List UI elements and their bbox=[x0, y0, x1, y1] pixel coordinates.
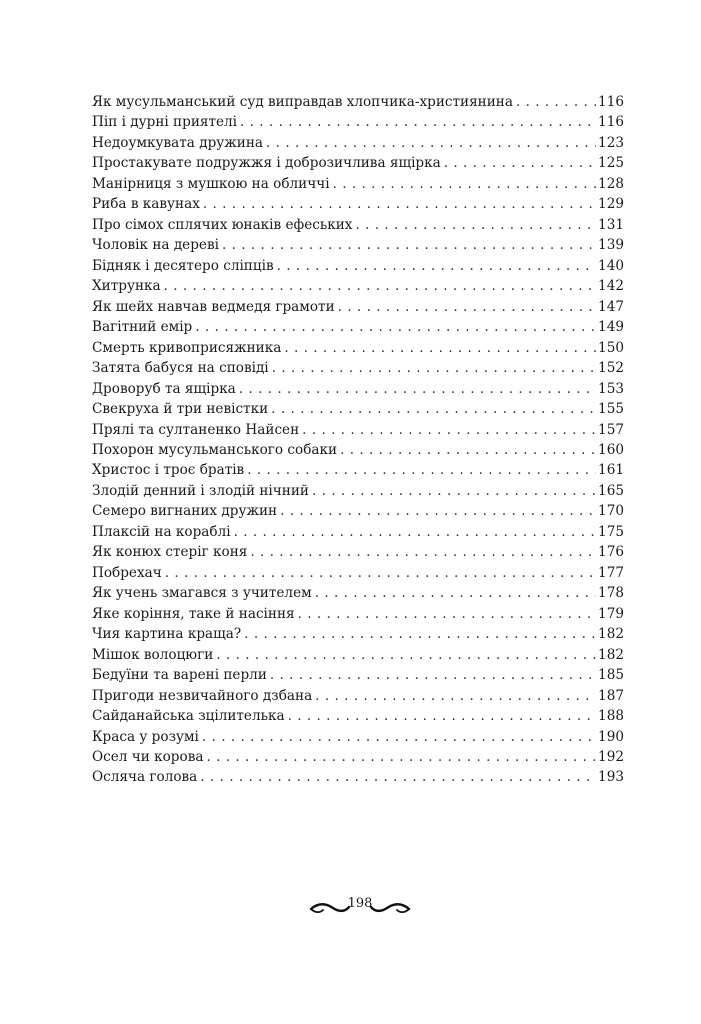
toc-entry-title: Риба в кавунах bbox=[92, 196, 200, 213]
dot-leader bbox=[312, 481, 596, 501]
toc-entry-page: 161 bbox=[598, 462, 624, 479]
toc-entry-title: Краса у розумі bbox=[92, 728, 199, 745]
toc-entry bbox=[92, 665, 624, 685]
toc-entry bbox=[92, 379, 624, 399]
toc-entry-page: 160 bbox=[598, 441, 624, 458]
toc-entry-page: 150 bbox=[598, 339, 624, 356]
toc-entry-title: Дроворуб та ящірка bbox=[92, 380, 236, 397]
dot-leader bbox=[203, 194, 596, 214]
toc-entry-title: Свекруха й три невістки bbox=[92, 401, 269, 418]
toc-entry-page: 153 bbox=[598, 380, 624, 397]
toc-entry-title: Пригоди незвичайного дзбана bbox=[92, 687, 313, 704]
toc-entry-page: 125 bbox=[598, 155, 624, 172]
dot-leader bbox=[315, 686, 596, 706]
dot-leader bbox=[280, 501, 596, 521]
toc-entry-title: Похорон мусульманського собаки bbox=[92, 441, 338, 458]
dot-leader bbox=[302, 420, 596, 440]
toc-entry-page: 155 bbox=[598, 401, 624, 418]
toc-entry bbox=[92, 194, 624, 214]
dot-leader bbox=[288, 706, 596, 726]
dot-leader bbox=[266, 133, 596, 153]
dot-leader bbox=[271, 399, 596, 419]
dot-leader bbox=[200, 767, 596, 787]
dot-leader bbox=[239, 379, 596, 399]
toc-entry bbox=[92, 604, 624, 624]
toc-entry bbox=[92, 153, 624, 173]
toc-entry bbox=[92, 358, 624, 378]
toc-entry bbox=[92, 92, 624, 112]
toc-entry-page: 177 bbox=[598, 564, 624, 581]
toc-entry-page: 185 bbox=[598, 667, 624, 684]
dot-leader bbox=[247, 460, 596, 480]
toc-entry bbox=[92, 501, 624, 521]
toc-entry-title: Яке коріння, таке й насіння bbox=[92, 605, 295, 622]
toc-entry bbox=[92, 706, 624, 726]
toc-entry-title: Плаксій на кораблі bbox=[92, 523, 231, 540]
toc-entry bbox=[92, 276, 624, 296]
dot-leader bbox=[165, 563, 596, 583]
toc-entry bbox=[92, 624, 624, 644]
dot-leader bbox=[202, 727, 596, 747]
dot-leader bbox=[355, 215, 596, 235]
dot-leader bbox=[315, 583, 596, 603]
toc-entry-title: Простакувате подружжя і доброзичлива ящірка bbox=[92, 155, 441, 172]
toc-entry bbox=[92, 563, 624, 583]
toc-entry-title: Піп і дурні приятелі bbox=[92, 114, 237, 131]
page-folio bbox=[309, 892, 411, 922]
toc-entry-page: 129 bbox=[598, 196, 624, 213]
toc-entry-page: 179 bbox=[598, 605, 624, 622]
toc-entry-page: 149 bbox=[598, 319, 624, 336]
toc-entry-title: Чия картина краща? bbox=[92, 626, 242, 643]
toc-entry bbox=[92, 727, 624, 747]
toc-entry-page: 140 bbox=[598, 257, 624, 274]
toc-entry bbox=[92, 317, 624, 337]
toc-entry-page: 123 bbox=[598, 134, 624, 151]
dot-leader bbox=[216, 645, 596, 665]
dot-leader bbox=[250, 542, 596, 562]
dot-leader bbox=[206, 747, 596, 767]
toc-entry-title: Бідняк і десятеро сліпців bbox=[92, 257, 274, 274]
toc-entry-title: Чоловік на дереві bbox=[92, 237, 219, 254]
toc-entry-title: Мішок волоцюги bbox=[92, 646, 214, 663]
dot-leader bbox=[240, 112, 596, 132]
toc-entry bbox=[92, 338, 624, 358]
toc-entry-title: Як учень змагався з учителем bbox=[92, 585, 312, 602]
toc-entry-title: Сайданайська зцілителька bbox=[92, 708, 285, 725]
toc-entry bbox=[92, 542, 624, 562]
toc-entry bbox=[92, 133, 624, 153]
toc-entry-page: 178 bbox=[598, 585, 624, 602]
toc-entry bbox=[92, 767, 624, 787]
toc-entry-page: 116 bbox=[598, 94, 624, 110]
toc-entry-page: 170 bbox=[598, 503, 624, 520]
toc-entry bbox=[92, 215, 624, 235]
toc-entry bbox=[92, 747, 624, 767]
toc-entry-page: 182 bbox=[598, 646, 624, 663]
toc-entry-title: Бедуїни та варені перли bbox=[92, 667, 267, 684]
dot-leader bbox=[272, 358, 596, 378]
dot-leader bbox=[164, 276, 596, 296]
toc-entry-title: Осляча голова bbox=[92, 769, 198, 786]
toc-entry-page: 182 bbox=[598, 626, 624, 643]
toc-entry-page: 128 bbox=[598, 175, 624, 192]
toc-entry-page: 190 bbox=[598, 728, 624, 745]
dot-leader bbox=[244, 624, 596, 644]
dot-leader bbox=[195, 317, 596, 337]
dot-leader bbox=[333, 174, 597, 194]
dot-leader bbox=[284, 338, 596, 358]
toc-entry bbox=[92, 522, 624, 542]
toc-entry bbox=[92, 297, 624, 317]
toc-entry bbox=[92, 112, 624, 132]
toc-entry-title: Хитрунка bbox=[92, 278, 161, 295]
toc-entry-page: 187 bbox=[598, 687, 624, 704]
toc-entry-title: Як конюх стеріг коня bbox=[92, 544, 248, 561]
toc-entry-title: Смерть кривоприсяжника bbox=[92, 339, 282, 356]
toc-entry bbox=[92, 645, 624, 665]
toc-entry-title: Манірниця з мушкою на обличчі bbox=[92, 175, 330, 192]
toc-entry-page: 165 bbox=[598, 482, 624, 499]
toc-entry-page: 193 bbox=[598, 769, 624, 786]
toc-entry-title: Недоумкувата дружина bbox=[92, 134, 264, 151]
dot-leader bbox=[298, 604, 596, 624]
toc-entry-page: 192 bbox=[598, 749, 624, 765]
toc-entry bbox=[92, 174, 624, 194]
toc-entry-page: 176 bbox=[598, 544, 624, 561]
dot-leader bbox=[270, 665, 596, 685]
toc-entry-page: 188 bbox=[598, 708, 624, 725]
toc-entry-page: 142 bbox=[598, 278, 624, 295]
toc-entry-title: Осел чи корова bbox=[92, 749, 204, 765]
toc-entry-title: Вагітний емір bbox=[92, 319, 193, 336]
toc-entry-page: 139 bbox=[598, 237, 624, 254]
toc-entry bbox=[92, 686, 624, 706]
toc-entry-title: Христос і троє братів bbox=[92, 462, 245, 479]
toc-entry-title: Затята бабуся на сповіді bbox=[92, 360, 269, 377]
toc-entry-title: Злодій денний і злодій нічний bbox=[92, 482, 309, 499]
toc-entry-page: 131 bbox=[598, 216, 624, 233]
toc-entry bbox=[92, 481, 624, 501]
toc-entry-page: 147 bbox=[598, 298, 624, 315]
dot-leader bbox=[516, 92, 596, 112]
toc-entry-page: 175 bbox=[598, 523, 624, 540]
toc-entry bbox=[92, 440, 624, 460]
toc-entry bbox=[92, 420, 624, 440]
toc-entry-title: Як шейх навчав ведмедя грамоти bbox=[92, 298, 335, 315]
dot-leader bbox=[340, 440, 596, 460]
toc-entry-page: 152 bbox=[598, 360, 624, 377]
toc-entry-title: Побрехач bbox=[92, 564, 162, 581]
toc-entry bbox=[92, 235, 624, 255]
dot-leader bbox=[234, 522, 596, 542]
dot-leader bbox=[277, 256, 596, 276]
toc-entry-title: Прялі та султаненко Найсен bbox=[92, 421, 300, 438]
dot-leader bbox=[444, 153, 596, 173]
dot-leader bbox=[338, 297, 596, 317]
toc-entry bbox=[92, 460, 624, 480]
toc-entry-page: 157 bbox=[598, 421, 624, 438]
toc-entry bbox=[92, 256, 624, 276]
page-number: 198 bbox=[347, 896, 373, 911]
toc-entry-title: Як мусульманський суд виправдав хлопчика-християнина bbox=[92, 94, 513, 110]
toc-entry bbox=[92, 583, 624, 603]
toc-entry-page: 116 bbox=[598, 114, 624, 131]
toc-entry-title: Про сімох сплячих юнаків ефеських bbox=[92, 216, 353, 233]
table-of-contents bbox=[92, 92, 624, 788]
dot-leader bbox=[222, 235, 596, 255]
toc-entry bbox=[92, 399, 624, 419]
toc-entry-title: Семеро вигнаних дружин bbox=[92, 503, 278, 520]
